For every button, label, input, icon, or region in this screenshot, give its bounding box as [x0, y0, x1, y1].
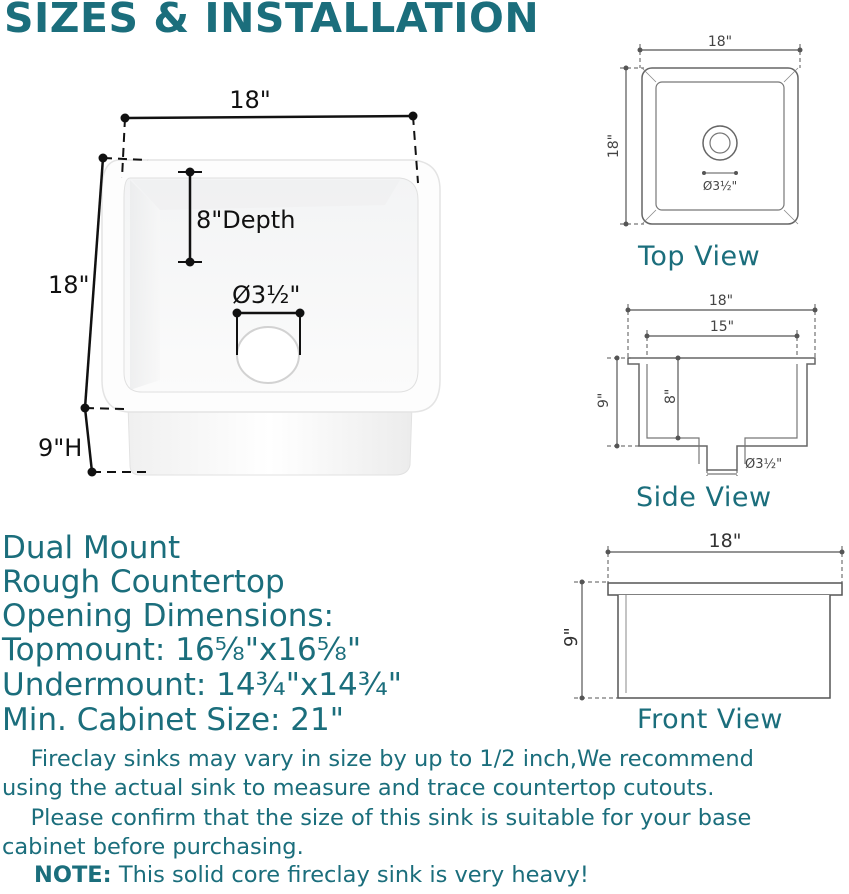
top-view-diagram [600, 30, 820, 235]
front-view-height-label: 9" [561, 627, 582, 647]
side-view-height-label: 9" [596, 392, 612, 408]
note-line-1: Fireclay sinks may vary in size by up to 1/2 inch,We recommend [2, 746, 754, 772]
side-view-drain-label: Ø3½" [745, 457, 783, 472]
spec-rough-countertop: Rough Countertop [2, 564, 285, 600]
note-heavy [34, 862, 589, 890]
top-view-label: Top View [638, 241, 761, 272]
main-length-label: 18" [48, 271, 90, 299]
note-line-3: Please confirm that the size of this sink is suitable for your base [2, 805, 752, 831]
spec-min-cabinet: Min. Cabinet Size: 21" [2, 702, 345, 738]
side-view-outer-width-label: 18" [708, 293, 734, 309]
side-view-label: Side View [636, 482, 772, 513]
note-line-2: using the actual sink to measure and trace countertop cutouts. [2, 775, 715, 801]
spec-dual-mount: Dual Mount [2, 530, 181, 566]
spec-opening-dimensions: Opening Dimensions: [2, 598, 334, 634]
main-width-label: 18" [229, 86, 271, 114]
sink-body [128, 405, 412, 475]
note-line-4: cabinet before purchasing. [2, 834, 304, 860]
drain-hole [237, 327, 299, 383]
front-view-label: Front View [637, 704, 783, 735]
note-label: NOTE: [34, 862, 112, 888]
top-view-drain-label: Ø3½" [702, 179, 738, 193]
main-drain-label: Ø3½" [232, 281, 301, 309]
side-view-inner-width-label: 15" [709, 319, 735, 335]
top-view-width-label: 18" [707, 34, 733, 50]
spec-undermount: Undermount: 14¾"x14¾" [2, 667, 403, 703]
main-height-label: 9"H [38, 434, 83, 462]
page-title: SIZES & INSTALLATION [4, 0, 540, 42]
spec-topmount: Topmount: 16⅝"x16⅝" [2, 632, 362, 668]
front-view-diagram [560, 528, 845, 708]
side-view-depth-label: 8" [663, 388, 679, 404]
side-view-diagram [595, 288, 835, 483]
front-view-width-label: 18" [708, 530, 742, 552]
note-text: This solid core fireclay sink is very heavy! [111, 862, 589, 888]
sink-3d-diagram [0, 0, 480, 500]
top-view-length-label: 18" [606, 133, 622, 159]
main-depth-label: 8"Depth [196, 206, 296, 234]
